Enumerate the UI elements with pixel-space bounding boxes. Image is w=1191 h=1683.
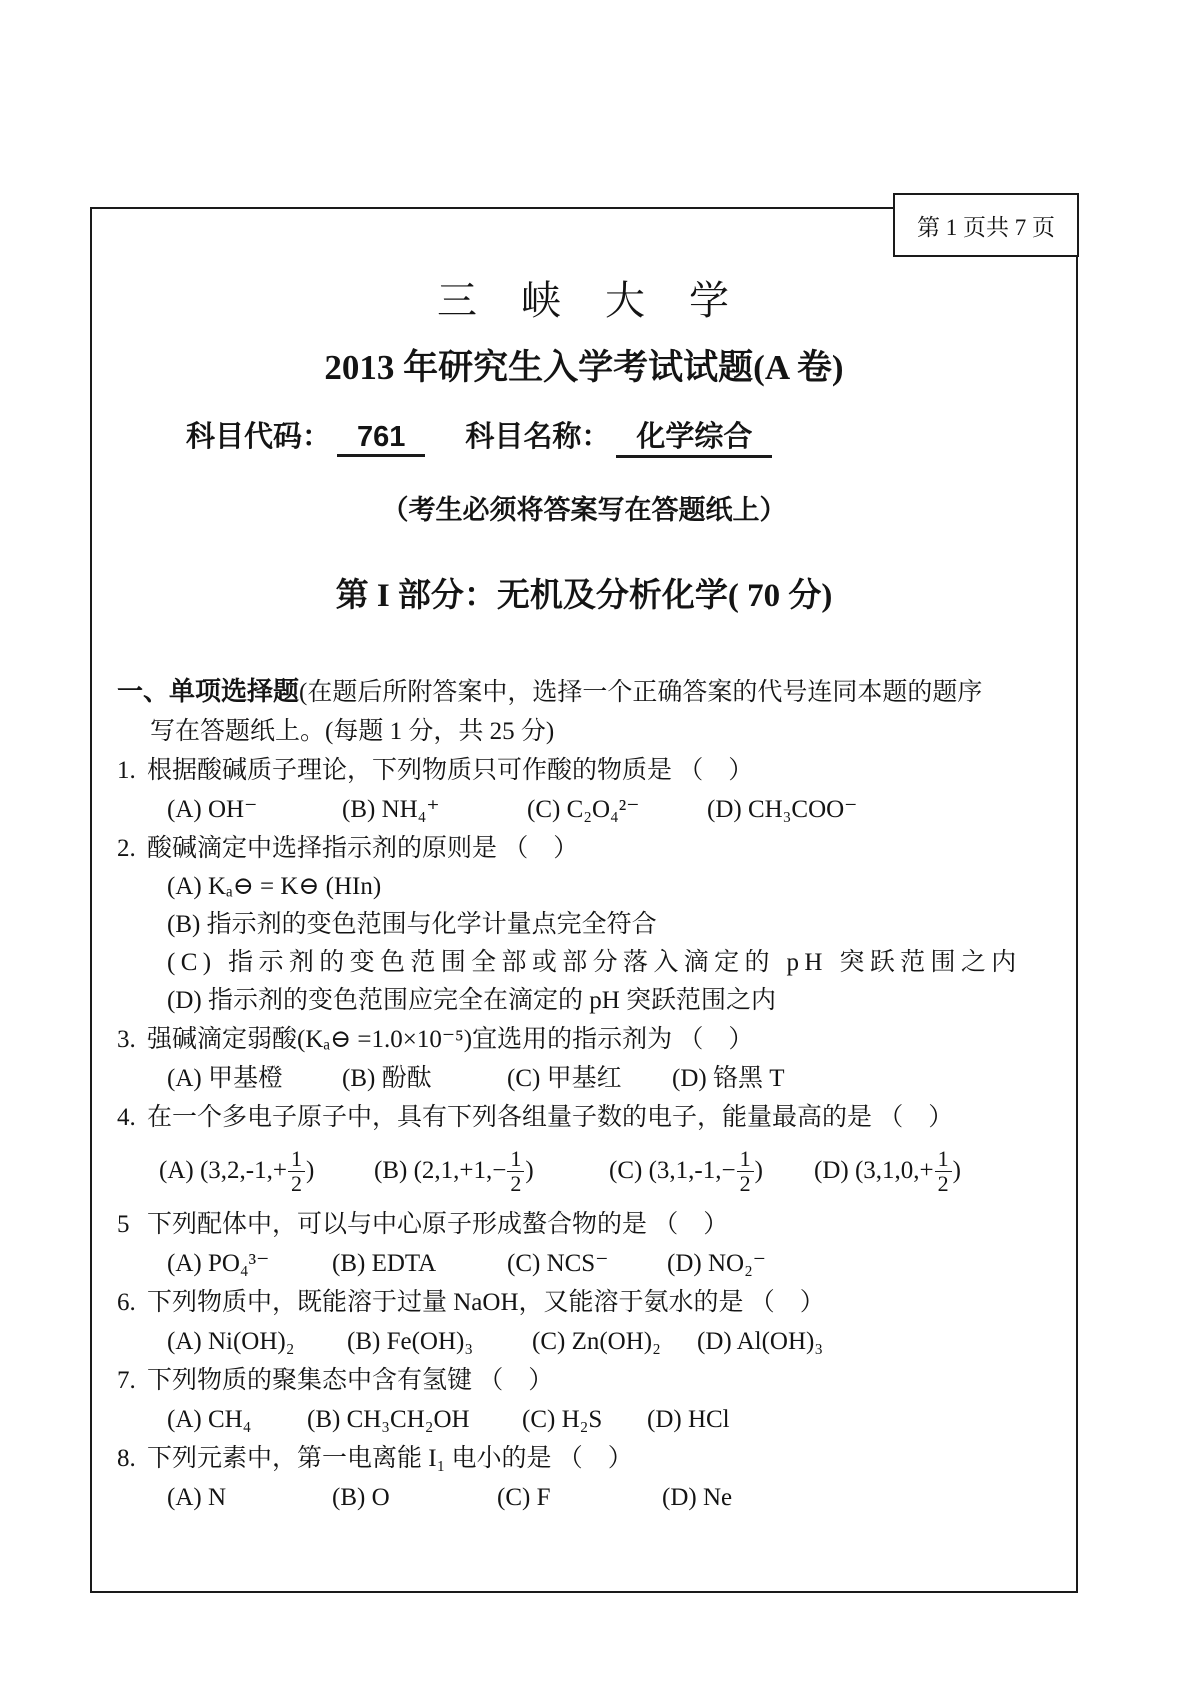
option-a: (A) OH⁻ bbox=[167, 796, 258, 823]
option-c: (C) C₂O₄²⁻ bbox=[527, 796, 640, 823]
question-6 bbox=[114, 1283, 1054, 1322]
option-a bbox=[159, 1147, 374, 1194]
fraction: $\frac{1}{2}$ bbox=[507, 1147, 524, 1194]
question-4 bbox=[114, 1098, 1054, 1137]
option-c: (C) F bbox=[497, 1484, 551, 1511]
page-number-box bbox=[893, 193, 1079, 257]
option-c bbox=[609, 1147, 814, 1194]
page-border bbox=[90, 207, 1078, 1593]
option-b: (B) NH₄⁺ bbox=[342, 796, 440, 823]
question-6-stem: 下列物质中，既能溶于过量 NaOH，又能溶于氨水的是 （ ） bbox=[147, 1289, 825, 1316]
question-3-options bbox=[114, 1059, 1054, 1098]
section-instructions-line2: 写在答题纸上。(每题 1 分，共 25 分) bbox=[150, 718, 555, 745]
part-title: 第 I 部分：无机及分析化学( 70 分) bbox=[335, 578, 833, 614]
exam-title: 2013 年研究生入学考试试题(A 卷) bbox=[324, 348, 844, 387]
subject-name-value: 化学综合 bbox=[616, 414, 772, 458]
option-b: (B) Fe(OH)₃ bbox=[347, 1328, 474, 1355]
question-7-number: 7. bbox=[117, 1367, 136, 1394]
option-b: (B) O bbox=[332, 1484, 390, 1511]
question-7-options bbox=[114, 1400, 1054, 1439]
question-5 bbox=[114, 1205, 1054, 1244]
question-5-options bbox=[114, 1244, 1054, 1283]
university-title: 三 峡 大 学 bbox=[437, 278, 731, 323]
option-b bbox=[374, 1147, 609, 1194]
page-content bbox=[92, 209, 1076, 1517]
question-5-stem: 下列配体中，可以与中心原子形成螯合物的是 （ ） bbox=[147, 1211, 729, 1238]
question-1-number: 1. bbox=[117, 757, 136, 784]
question-6-options bbox=[114, 1322, 1054, 1361]
question-8-number: 8. bbox=[117, 1445, 136, 1472]
option-a: (A) PO₄³⁻ bbox=[167, 1250, 270, 1277]
subject-code-value: 761 bbox=[337, 421, 425, 457]
question-4-stem: 在一个多电子原子中，具有下列各组量子数的电子，能量最高的是 （ ） bbox=[147, 1104, 954, 1131]
option-c-post: ) bbox=[754, 1157, 763, 1184]
question-4-number: 4. bbox=[117, 1104, 136, 1131]
question-1 bbox=[114, 751, 1054, 790]
option-c: (C) Zn(OH)₂ bbox=[532, 1328, 661, 1355]
section-instructions-line1: (在题后所附答案中，选择一个正确答案的代号连同本题的题序 bbox=[299, 679, 983, 706]
question-7-stem: 下列物质的聚集态中含有氢键 （ ） bbox=[147, 1367, 554, 1394]
option-c-pre: (3,1,-1,− bbox=[648, 1157, 736, 1184]
subject-code-label: 科目代码： bbox=[186, 421, 332, 453]
option-d-label: (D) bbox=[814, 1157, 849, 1184]
question-5-number: 5 bbox=[117, 1211, 130, 1238]
subject-name-label: 科目名称： bbox=[465, 421, 611, 453]
option-b: (B) CH₃CH₂OH bbox=[307, 1406, 470, 1433]
option-b: (B) EDTA bbox=[332, 1250, 437, 1277]
fraction: $\frac{1}{2}$ bbox=[288, 1147, 305, 1194]
option-d: (D) 指示剂的变色范围应完全在滴定的 pH 突跃范围之内 bbox=[167, 987, 777, 1014]
question-8-options bbox=[114, 1478, 1054, 1517]
option-b-pre: (2,1,+1,− bbox=[413, 1157, 507, 1184]
option-a: (A) CH₄ bbox=[167, 1406, 252, 1433]
question-3-stem: 强碱滴定弱酸(Kₐ⊖ =1.0×10⁻⁵)宜选用的指示剂为 （ ） bbox=[147, 1026, 754, 1053]
page-number-label: 第 1 页共 7 页 bbox=[917, 214, 1055, 240]
question-3-number: 3. bbox=[117, 1026, 136, 1053]
question-2-number: 2. bbox=[117, 835, 136, 862]
question-6-number: 6. bbox=[117, 1289, 136, 1316]
option-c-label: (C) bbox=[609, 1157, 643, 1184]
option-a: (A) N bbox=[167, 1484, 227, 1511]
option-c: (C) NCS⁻ bbox=[507, 1250, 609, 1277]
option-d: (D) NO₂⁻ bbox=[667, 1250, 766, 1277]
option-a-post: ) bbox=[305, 1157, 315, 1184]
question-8-stem: 下列元素中，第一电离能 I₁ 电小的是 （ ） bbox=[147, 1445, 633, 1472]
question-4-options bbox=[114, 1139, 1054, 1203]
option-b: (B) 指示剂的变色范围与化学计量点完全符合 bbox=[167, 911, 657, 938]
question-1-stem: 根据酸碱质子理论，下列物质只可作酸的物质是 （ ） bbox=[147, 757, 754, 784]
option-a-pre: (3,2,-1,+ bbox=[199, 1157, 287, 1184]
option-a: (A) Ni(OH)₂ bbox=[167, 1328, 295, 1355]
option-d bbox=[814, 1147, 961, 1194]
option-d: (D) 铬黑 T bbox=[672, 1065, 785, 1092]
question-2-options bbox=[114, 868, 1054, 1020]
option-b-label: (B) bbox=[374, 1157, 408, 1184]
section-title: 一、单项选择题 bbox=[117, 677, 300, 706]
option-d-pre: (3,1,0,+ bbox=[854, 1157, 934, 1184]
option-d: (D) CH₃COO⁻ bbox=[707, 796, 858, 823]
option-a: (A) 甲基橙 bbox=[167, 1065, 283, 1092]
question-7 bbox=[114, 1361, 1054, 1400]
option-b-post: ) bbox=[525, 1157, 534, 1184]
question-2 bbox=[114, 829, 1054, 868]
question-3 bbox=[114, 1020, 1054, 1059]
question-2-stem: 酸碱滴定中选择指示剂的原则是 （ ） bbox=[147, 835, 579, 862]
option-c: (C) 指示剂的变色范围全部或部分落入滴定的 pH 突跃范围之内 bbox=[167, 949, 1022, 976]
option-d-post: ) bbox=[952, 1157, 961, 1184]
question-1-options bbox=[114, 790, 1054, 829]
option-b: (B) 酚酞 bbox=[342, 1065, 432, 1092]
subject-line bbox=[186, 414, 1054, 458]
question-8 bbox=[114, 1439, 1054, 1478]
option-d: (D) HCl bbox=[647, 1406, 730, 1433]
section-header bbox=[114, 672, 1054, 751]
option-c: (C) H₂S bbox=[522, 1406, 603, 1433]
option-d: (D) Al(OH)₃ bbox=[697, 1328, 824, 1355]
option-c: (C) 甲基红 bbox=[507, 1065, 622, 1092]
fraction: $\frac{1}{2}$ bbox=[935, 1147, 952, 1194]
option-a: (A) Kₐ⊖ = K⊖ (HIn) bbox=[167, 873, 382, 900]
option-d: (D) Ne bbox=[662, 1484, 733, 1511]
answer-sheet-notice: （考生必须将答案写在答题纸上） bbox=[381, 495, 787, 525]
option-a-label: (A) bbox=[159, 1157, 194, 1184]
fraction: $\frac{1}{2}$ bbox=[737, 1147, 754, 1194]
